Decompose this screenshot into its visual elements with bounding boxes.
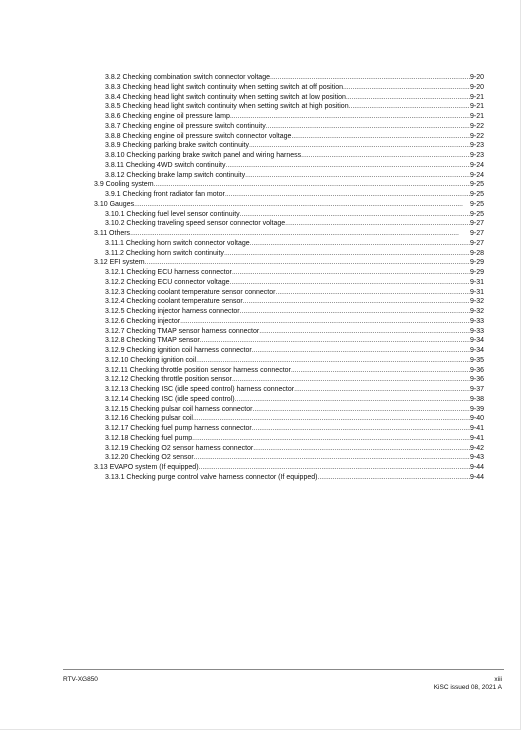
toc-dot-leader: [245, 171, 470, 181]
toc-entry-title: 3.8.4 Checking head light switch continuity when setting switch at low position: [105, 93, 346, 101]
toc-entry-title: 3.8.11 Checking 4WD switch continuity: [105, 161, 226, 169]
toc-dot-leader: [230, 278, 470, 288]
toc-entry-page: 9-23: [469, 152, 484, 159]
toc-dot-leader: [194, 453, 470, 463]
toc-entry-title: 3.12.9 Checking ignition coil harness connector: [105, 347, 252, 354]
toc-dot-leader: [253, 444, 470, 454]
toc-dot-leader: [252, 405, 470, 415]
toc-entry-page: 9-33: [469, 317, 484, 325]
toc-entry[interactable]: [94, 327, 484, 337]
toc-entry-page: 9-36: [469, 376, 484, 384]
footer-divider: [63, 669, 504, 670]
toc-entry-page: 9-29: [469, 259, 484, 267]
toc-entry-page: 9-41: [469, 434, 484, 442]
toc-entry-page: 9-29: [469, 269, 484, 276]
toc-dot-leader: [285, 219, 470, 229]
toc-entry-title: 3.13 EVAPO system (If equipped): [94, 464, 199, 471]
toc-entry-page: 9-31: [469, 288, 484, 296]
toc-entry[interactable]: [94, 122, 484, 132]
toc-entry[interactable]: [94, 93, 484, 103]
toc-entry-page: 9-33: [469, 327, 484, 335]
toc-entry[interactable]: [94, 395, 484, 405]
toc-entry-page: 9-25: [469, 210, 484, 218]
toc-entry[interactable]: [94, 229, 484, 239]
toc-entry-page: 9-28: [469, 249, 484, 257]
toc-dot-leader: [196, 356, 470, 366]
toc-entry[interactable]: [94, 268, 484, 278]
toc-entry[interactable]: [94, 453, 484, 463]
toc-dot-leader: [180, 317, 470, 327]
toc-entry[interactable]: [94, 288, 484, 298]
toc-entry-page: 9-24: [469, 171, 484, 179]
toc-entry-page: 9-23: [469, 142, 484, 150]
footer-info: [434, 676, 502, 692]
toc-entry[interactable]: [94, 258, 484, 268]
toc-entry-title: 3.12.4 Checking coolant temperature sensor: [105, 298, 243, 306]
toc-entry[interactable]: [94, 278, 484, 288]
toc-dot-leader: [349, 102, 470, 112]
toc-entry-page: 9-38: [469, 395, 484, 403]
toc-entry-title: 3.8.12 Checking brake lamp switch continuity: [105, 171, 246, 179]
toc-entry-title: 3.12.20 Checking O2 sensor: [105, 454, 194, 462]
toc-entry[interactable]: [94, 102, 484, 112]
toc-entry-title: 3.12.7 Checking TMAP sensor harness connector: [105, 327, 260, 335]
toc-dot-leader: [266, 122, 470, 132]
toc-entry-title: 3.9.1 Checking front radiator fan motor: [105, 191, 225, 198]
toc-entry-page: 9-27: [469, 230, 484, 237]
toc-entry-title: 3.8.2 Checking combination switch connector voltage: [105, 74, 270, 81]
toc-entry-page: 9-43: [469, 454, 484, 462]
toc-entry-page: 9-37: [469, 386, 484, 393]
toc-entry-title: 3.8.10 Checking parking brake switch panel and wiring harness: [105, 152, 302, 159]
toc-entry-title: 3.12.14 Checking ISC (idle speed control): [105, 395, 235, 403]
toc-entry[interactable]: [94, 83, 484, 93]
toc-entry[interactable]: [94, 210, 484, 220]
toc-entry-page: 9-25: [469, 181, 484, 189]
toc-entry[interactable]: [94, 200, 484, 210]
footer-page-number: xiii: [494, 676, 502, 683]
toc-dot-leader: [252, 346, 470, 356]
toc-dot-leader: [270, 73, 470, 83]
toc-entry-title: 3.9 Cooling system: [94, 181, 154, 189]
toc-entry-page: 9-41: [469, 425, 484, 432]
toc-entry-title: 3.8.7 Checking engine oil pressure switch continuity: [105, 122, 266, 130]
toc-dot-leader: [291, 366, 470, 376]
toc-entry[interactable]: [94, 73, 484, 83]
toc-entry-title: 3.8.9 Checking parking brake switch continuity: [105, 142, 249, 150]
toc-dot-leader: [294, 385, 470, 395]
toc-entry[interactable]: [94, 219, 484, 229]
footer-issue: KiSC issued 08, 2021 A: [433, 684, 502, 691]
toc-entry-page: 9-42: [469, 444, 484, 452]
toc-entry-page: 9-35: [469, 356, 484, 364]
toc-entry[interactable]: [94, 385, 484, 395]
toc-dot-leader: [259, 327, 470, 337]
toc-entry[interactable]: [94, 414, 484, 424]
toc-dot-leader: [225, 190, 470, 200]
toc-dot-leader: [252, 424, 470, 434]
toc-entry-title: 3.11 Others: [94, 230, 131, 237]
toc-entry[interactable]: [94, 356, 484, 366]
toc-dot-leader: [154, 180, 470, 190]
toc-entry-title: 3.12.12 Checking throttle position sensor: [105, 376, 232, 384]
toc-entry[interactable]: [94, 424, 484, 434]
toc-entry-title: 3.10.1 Checking fuel level sensor continuity: [105, 210, 240, 218]
toc-dot-leader: [235, 395, 470, 405]
toc-entry[interactable]: [94, 317, 484, 327]
toc-entry-page: 9-44: [469, 473, 484, 481]
toc-entry[interactable]: [94, 473, 484, 483]
toc-dot-leader: [301, 151, 470, 161]
toc-entry-page: 9-20: [469, 74, 484, 81]
toc-entry[interactable]: [94, 132, 484, 142]
toc-dot-leader: [200, 336, 470, 346]
toc-entry-title: 3.13.1 Checking purge control valve harness connector (If equipped): [105, 473, 318, 481]
toc-entry[interactable]: [94, 180, 484, 190]
toc-entry-page: 9-20: [469, 83, 484, 91]
toc-entry-title: 3.11.2 Checking horn switch continuity: [105, 249, 224, 257]
toc-dot-leader: [275, 288, 470, 298]
toc-entry-title: 3.8.5 Checking head light switch continuity when setting switch at high position: [105, 103, 349, 111]
toc-dot-leader: [346, 93, 470, 103]
toc-entry-title: 3.12.18 Checking fuel pump: [105, 434, 193, 442]
toc-entry-title: 3.12.16 Checking pulsar coil: [105, 415, 193, 423]
toc-entry[interactable]: [94, 307, 484, 317]
toc-entry-title: 3.12.6 Checking injector: [105, 317, 181, 325]
toc-entry-title: 3.8.3 Checking head light switch continuity when setting switch at off position: [105, 83, 344, 91]
toc-entry-title: 3.12.8 Checking TMAP sensor: [105, 337, 200, 345]
toc-entry[interactable]: [94, 141, 484, 151]
toc-entry[interactable]: [94, 190, 484, 200]
toc-entry[interactable]: [94, 463, 484, 473]
toc-entry-page: 9-24: [469, 161, 484, 169]
toc-entry-title: 3.8.6 Checking engine oil pressure lamp: [105, 113, 230, 120]
toc-entry-title: 3.12 EFI system: [94, 259, 145, 267]
toc-entry-page: 9-34: [469, 337, 484, 345]
toc-entry-title: 3.12.3 Checking coolant temperature sensor connector: [105, 288, 276, 296]
toc-entry-page: 9-32: [469, 308, 484, 315]
toc-entry[interactable]: [94, 375, 484, 385]
toc-entry-page: 9-36: [469, 366, 484, 374]
toc-entry-title: 3.12.19 Checking O2 sensor harness connector: [105, 444, 254, 452]
toc-entry[interactable]: [94, 297, 484, 307]
toc-entry[interactable]: [94, 171, 484, 181]
toc-dot-leader: [240, 210, 470, 220]
footer-model: RTV-XG850: [63, 676, 98, 683]
toc-dot-leader: [291, 132, 470, 142]
toc-entry-page: 9-31: [469, 278, 484, 286]
toc-entry-page: 9-21: [469, 113, 484, 120]
toc-entry[interactable]: [94, 346, 484, 356]
toc-entry-page: 9-27: [469, 239, 484, 247]
toc-entry-page: 9-39: [469, 405, 484, 413]
toc-entry-title: 3.12.15 Checking pulsar coil harness connector: [105, 405, 253, 413]
toc-entry-page: 9-21: [469, 103, 484, 111]
toc-entry-title: 3.8.8 Checking engine oil pressure switch connector voltage: [105, 132, 292, 140]
toc-entry-page: 9-22: [469, 132, 484, 140]
toc-entry[interactable]: [94, 336, 484, 346]
toc-entry-title: 3.10 Gauges: [94, 200, 135, 208]
toc-entry-title: 3.11.1 Checking horn switch connector voltage: [105, 239, 250, 247]
toc-dot-leader: [317, 473, 470, 483]
toc-dot-leader: [232, 268, 470, 278]
toc-entry-title: 3.12.11 Checking throttle position sensor harness connector: [105, 366, 291, 374]
toc-entry-title: 3.12.13 Checking ISC (idle speed control) harness connector: [105, 386, 295, 393]
toc-entry[interactable]: [94, 444, 484, 454]
toc-entry[interactable]: [94, 239, 484, 249]
toc-entry-page: 9-27: [469, 220, 484, 228]
toc-entry-title: 3.12.2 Checking ECU connector voltage: [105, 278, 230, 286]
toc-entry-title: 3.12.1 Checking ECU harness connector: [105, 269, 232, 276]
toc-dot-leader: [130, 229, 470, 239]
toc-entry-page: 9-32: [469, 298, 484, 306]
toc-entry-title: 3.12.17 Checking fuel pump harness connector: [105, 425, 252, 432]
toc-dot-leader: [250, 239, 470, 249]
toc-entry[interactable]: [94, 161, 484, 171]
toc-entry-page: 9-40: [469, 415, 484, 423]
toc-entry[interactable]: [94, 405, 484, 415]
toc-dot-leader: [232, 375, 470, 385]
toc-dot-leader: [230, 112, 470, 122]
toc-entry-page: 9-44: [469, 464, 484, 471]
toc-dot-leader: [145, 258, 470, 268]
toc-dot-leader: [249, 141, 470, 151]
toc-entry-page: 9-21: [469, 93, 484, 101]
toc-dot-leader: [134, 200, 470, 210]
toc-dot-leader: [225, 161, 470, 171]
toc-entry-page: 9-22: [469, 122, 484, 130]
toc-entry[interactable]: [94, 434, 484, 444]
toc-dot-leader: [240, 307, 470, 317]
toc-dot-leader: [224, 249, 470, 259]
toc-entry-page: 9-25: [469, 191, 484, 198]
toc-dot-leader: [192, 434, 470, 444]
toc-entry[interactable]: [94, 366, 484, 376]
toc-entry-page: 9-25: [469, 200, 484, 208]
toc-entry[interactable]: [94, 249, 484, 259]
toc-entry[interactable]: [94, 112, 484, 122]
toc-dot-leader: [343, 83, 470, 93]
toc-entry-title: 3.10.2 Checking traveling speed sensor connector voltage: [105, 220, 286, 228]
toc-entry-title: 3.12.5 Checking injector harness connector: [105, 308, 240, 315]
toc-dot-leader: [199, 463, 470, 473]
table-of-contents: [94, 73, 484, 483]
toc-entry-page: 9-34: [469, 347, 484, 354]
toc-entry[interactable]: [94, 151, 484, 161]
toc-dot-leader: [193, 414, 470, 424]
toc-entry-title: 3.12.10 Checking ignition coil: [105, 356, 197, 364]
toc-dot-leader: [243, 297, 470, 307]
